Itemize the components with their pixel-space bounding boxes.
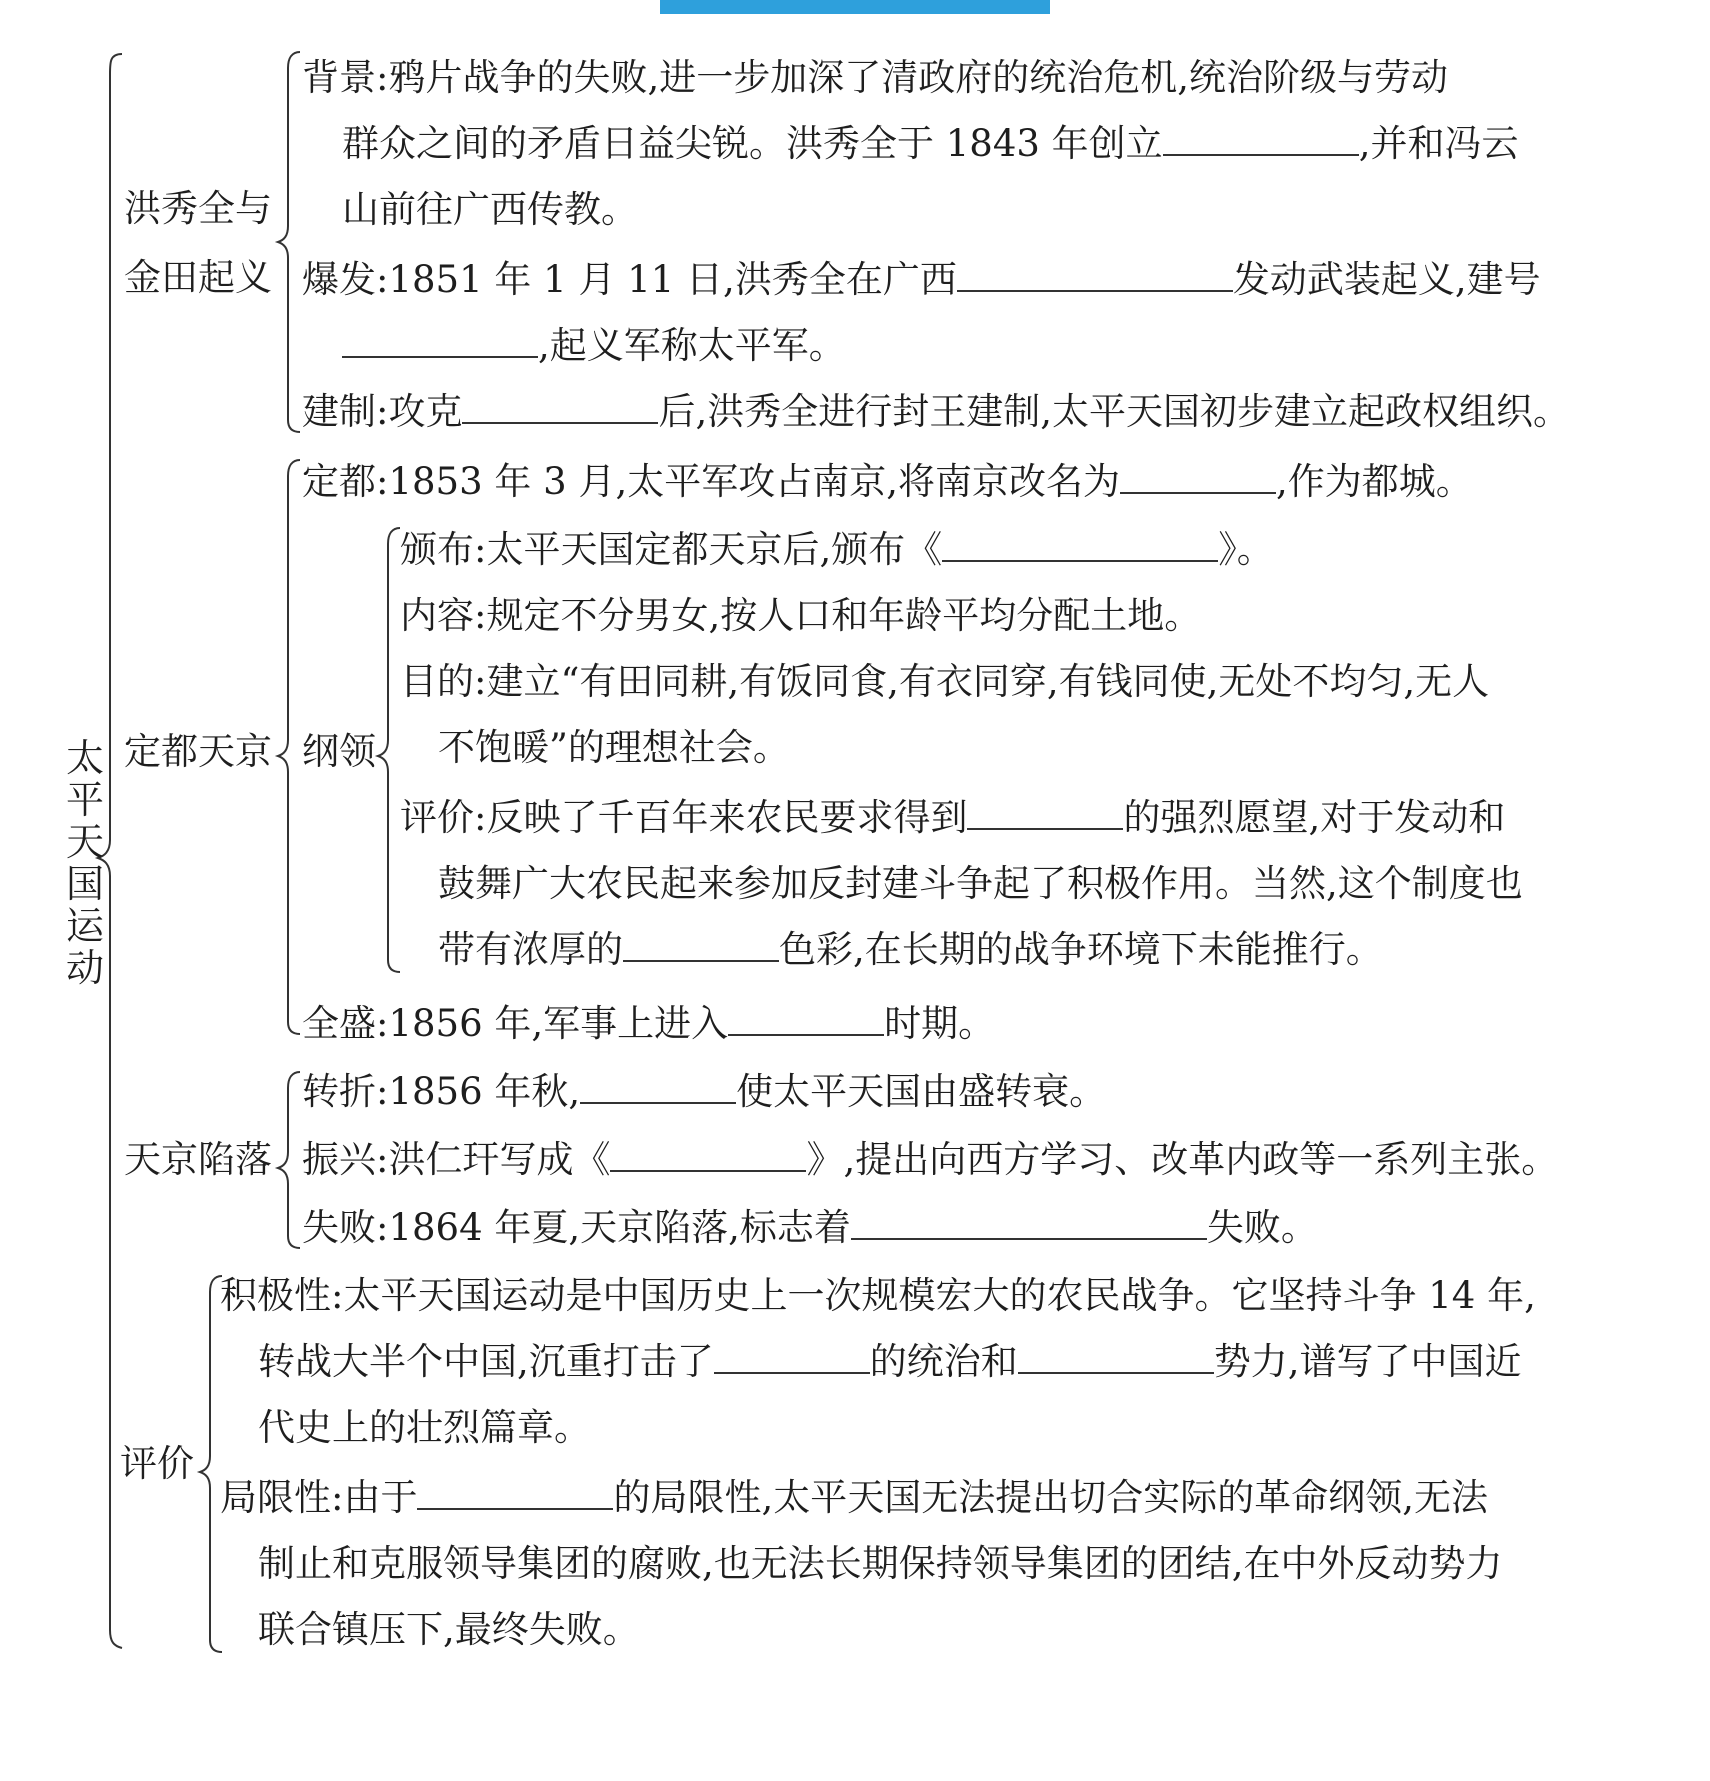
blank-utopian[interactable] — [623, 930, 779, 962]
limitation-line-3: 联合镇压下,最终失败。 — [258, 1608, 640, 1651]
turning-line — [302, 1070, 1106, 1114]
blank-jintian-village[interactable] — [957, 260, 1233, 292]
section-label-evaluation: 评价 — [120, 1442, 194, 1485]
program-publish-line — [400, 528, 1274, 572]
program-eval-text-b: 的强烈愿望,对于发动和 — [1123, 796, 1506, 839]
outbreak-line-1 — [302, 258, 1541, 302]
blank-god-worship-society[interactable] — [1163, 124, 1359, 156]
turning-text-b: 使太平天国由盛转衰。 — [736, 1070, 1107, 1113]
blank-yongan[interactable] — [462, 392, 658, 424]
system-line — [302, 390, 1570, 434]
limitation-text-a: 局限性:由于 — [220, 1476, 418, 1519]
peak-text-a: 全盛:1856 年,军事上进入 — [302, 1002, 729, 1045]
system-text-a: 建制:攻克 — [302, 390, 463, 433]
positive-line-2 — [258, 1340, 1522, 1384]
revival-text-b: 》,提出向西方学习、改革内政等一系列主张。 — [806, 1138, 1559, 1181]
turning-text-a: 转折:1856 年秋, — [302, 1070, 581, 1113]
capital-found-text-a: 定都:1853 年 3 月,太平军攻占南京,将南京改名为 — [302, 460, 1120, 503]
main-title: 太平天国运动 — [65, 736, 104, 990]
background-text-a: 群众之间的矛盾日益尖锐。洪秀全于 1843 年创立 — [342, 122, 1163, 165]
blank-tianjing[interactable] — [1120, 462, 1276, 494]
positive-line-3: 代史上的壮烈篇章。 — [258, 1406, 591, 1449]
program-eval-text-a: 评价:反映了千百年来农民要求得到 — [400, 796, 968, 839]
blank-state-name[interactable] — [342, 326, 538, 358]
blank-movement[interactable] — [851, 1208, 1207, 1240]
blank-zizheng-xinpian[interactable] — [610, 1140, 806, 1172]
outbreak-line-2 — [342, 324, 846, 368]
capital-found-line — [302, 460, 1473, 504]
section-label-jintian-line2: 金田起义 — [124, 256, 272, 299]
program-eval-text-d: 色彩,在长期的战争环境下未能推行。 — [779, 928, 1383, 971]
defeat-line — [302, 1206, 1318, 1250]
positive-text-a: 转战大半个中国,沉重打击了 — [258, 1340, 714, 1383]
background-line-3: 山前往广西传教。 — [342, 188, 638, 231]
blank-land[interactable] — [967, 798, 1123, 830]
program-label: 纲领 — [302, 730, 376, 773]
section-label-capital: 定都天京 — [124, 730, 272, 773]
section-label-jintian-line1: 洪秀全与 — [124, 187, 272, 230]
outbreak-text-b: 发动武装起义,建号 — [1232, 258, 1541, 301]
blank-peasant-class[interactable] — [417, 1478, 613, 1510]
program-publish-text-a: 颁布:太平天国定都天京后,颁布《 — [400, 528, 943, 571]
section-label-fall: 天京陷落 — [124, 1138, 272, 1181]
positive-text-c: 势力,谱写了中国近 — [1213, 1340, 1522, 1383]
program-aim-line-1: 目的:建立“有田同耕,有饭同食,有衣同穿,有钱同使,无处不均匀,无人 — [400, 660, 1490, 703]
peak-line — [302, 1002, 995, 1046]
positive-text-b: 的统治和 — [869, 1340, 1018, 1383]
positive-line-1: 积极性:太平天国运动是中国历史上一次规模宏大的农民战争。它坚持斗争 14 年, — [220, 1274, 1536, 1317]
blank-qing-dynasty[interactable] — [714, 1342, 870, 1374]
limitation-text-b: 的局限性,太平天国无法提出切合实际的革命纲领,无法 — [613, 1476, 1488, 1519]
background-line-1: 背景:鸦片战争的失败,进一步加深了清政府的统治危机,统治阶级与劳动 — [302, 56, 1448, 99]
program-eval-text-c: 带有浓厚的 — [438, 928, 623, 971]
defeat-text-b: 失败。 — [1206, 1206, 1318, 1249]
program-content-line: 内容:规定不分男女,按人口和年龄平均分配土地。 — [400, 594, 1202, 637]
program-aim-line-2: 不饱暖”的理想社会。 — [438, 726, 790, 769]
background-text-b: ,并和冯云 — [1358, 122, 1519, 165]
blank-land-system[interactable] — [942, 530, 1218, 562]
revival-line — [302, 1138, 1558, 1182]
blank-tianjing-incident[interactable] — [580, 1072, 736, 1104]
system-text-b: 后,洪秀全进行封王建制,太平天国初步建立起政权组织。 — [658, 390, 1570, 433]
background-line-2 — [342, 122, 1518, 166]
program-eval-line-3 — [438, 928, 1383, 972]
outbreak-text-c: ,起义军称太平军。 — [538, 324, 846, 367]
revival-text-a: 振兴:洪仁玕写成《 — [302, 1138, 611, 1181]
program-eval-line-1 — [400, 796, 1505, 840]
program-eval-line-2: 鼓舞广大农民起来参加反封建斗争起了积极作用。当然,这个制度也 — [438, 862, 1523, 905]
outbreak-text-a: 爆发:1851 年 1 月 11 日,洪秀全在广西 — [302, 258, 957, 301]
limitation-line-2: 制止和克服领导集团的腐败,也无法长期保持领导集团的团结,在中外反动势力 — [258, 1542, 1503, 1585]
peak-text-b: 时期。 — [884, 1002, 996, 1045]
program-publish-text-b: 》。 — [1218, 528, 1274, 571]
limitation-line-1 — [220, 1476, 1488, 1520]
defeat-text-a: 失败:1864 年夏,天京陷落,标志着 — [302, 1206, 851, 1249]
blank-foreign-powers[interactable] — [1018, 1342, 1214, 1374]
capital-found-text-b: ,作为都城。 — [1275, 460, 1473, 503]
blank-heyday[interactable] — [728, 1004, 884, 1036]
